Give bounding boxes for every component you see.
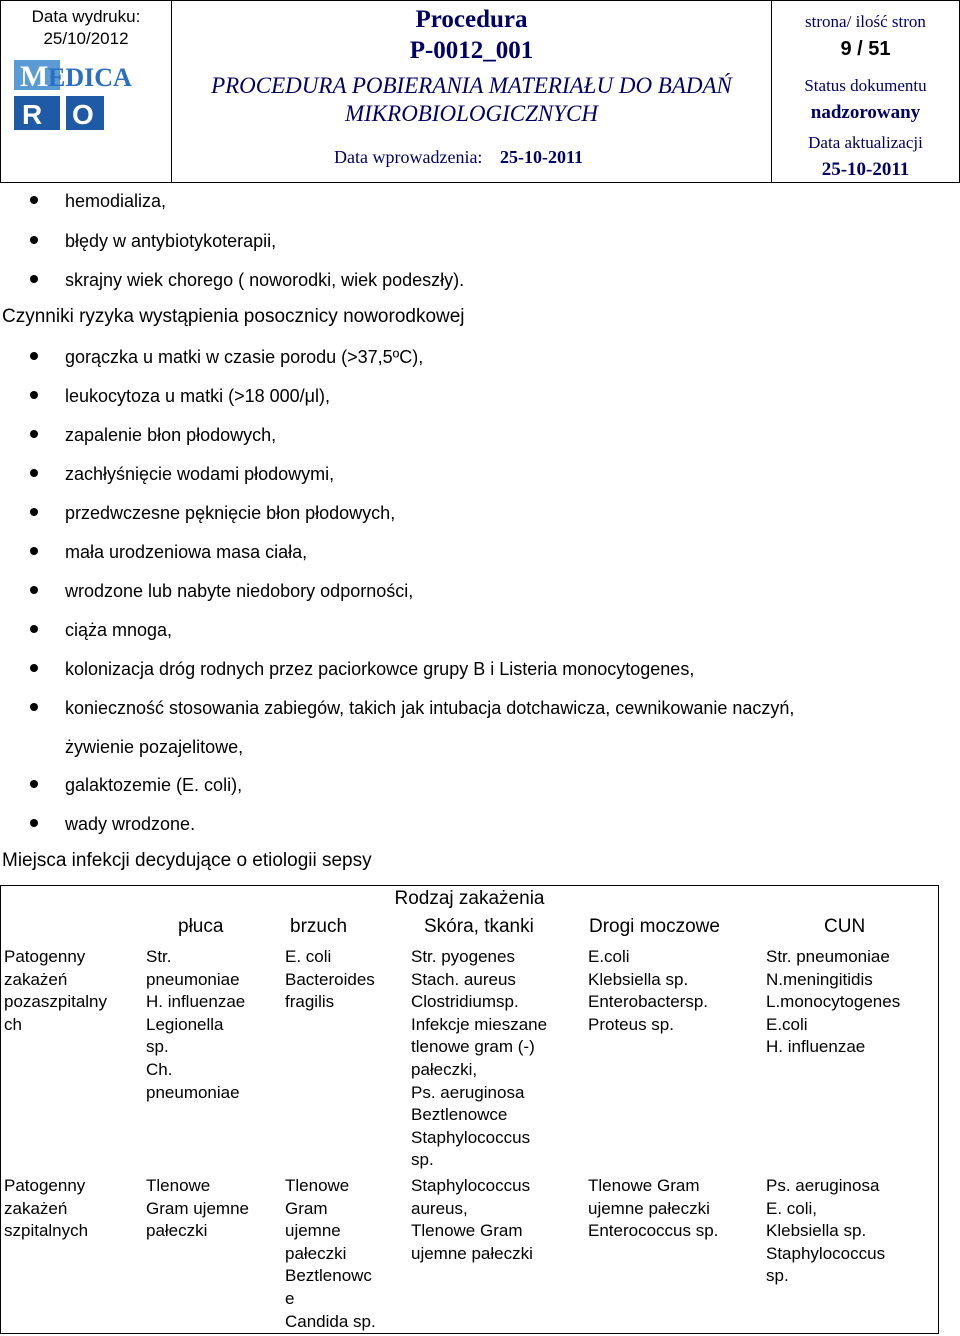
- status-value: nadzorowany: [810, 102, 921, 123]
- bullet-icon: [30, 469, 38, 477]
- section-title-neonatal-risk: Czynniki ryzyka wystąpienia posocznicy noworodkowej: [2, 306, 465, 327]
- bullet-icon: [30, 196, 38, 204]
- svg-text:EDICA: EDICA: [48, 63, 132, 92]
- procedure-title-line2: MIKROBIOLOGICZNYCH: [344, 101, 599, 126]
- bullet-icon: [30, 275, 38, 283]
- table-cell: E. coli Bacteroides fragilis: [285, 947, 375, 1012]
- procedure-title-line1: PROCEDURA POBIERANIA MATERIAŁU DO BADAŃ: [211, 73, 732, 98]
- procedure-label: Procedura: [415, 6, 528, 33]
- table-cell: Str. pneumoniae H. influenzae Legionella sp. Ch. pneumoniae: [146, 947, 246, 1102]
- update-date-label: Data aktualizacji: [808, 133, 923, 152]
- table-cell: Str. pneumoniae N.meningitidis L.monocytogenes E.coli H. influenzae: [766, 947, 901, 1057]
- column-header-urinary: Drogi moczowe: [589, 916, 720, 937]
- table-cell: Ps. aeruginosa E. coli, Klebsiella sp. Staphylococcus sp.: [766, 1176, 886, 1286]
- bullet-icon: [30, 236, 38, 244]
- table-cell: Tlenowe Gram ujemne pałeczki: [146, 1176, 249, 1241]
- intro-date-label: Data wprowadzenia:: [334, 147, 483, 167]
- table-cell: Str. pyogenes Stach. aureus Clostridiumsp. Infekcje mieszane tlenowe gram (-) pałeczki, Ps. aeruginosa Beztlenowce Staphylococcus sp.: [411, 947, 548, 1170]
- procedure-code: P-0012_001: [409, 37, 534, 64]
- medica-pro-logo: [10, 52, 168, 132]
- table-cell: Tlenowe Gram ujemne pałeczki Beztlenowc e Candida sp.: [285, 1176, 376, 1331]
- bullet-icon: [30, 780, 38, 788]
- page-count-label: strona/ ilość stron: [805, 12, 926, 31]
- bullet-icon: [30, 703, 38, 711]
- column-header-cun: CUN: [824, 916, 866, 937]
- table-group-header: Rodzaj zakażenia: [394, 888, 545, 909]
- svg-text:M: M: [20, 60, 49, 93]
- bullet-icon: [30, 508, 38, 516]
- row-label-hospital: Patogenny zakażeń szpitalnych: [4, 1176, 89, 1241]
- svg-text:R: R: [22, 99, 43, 130]
- print-date-label: Data wydruku:: [31, 7, 141, 26]
- intro-date: 25-10-2011: [500, 147, 583, 167]
- update-date: 25-10-2011: [821, 159, 910, 180]
- row-label-community: Patogenny zakażeń pozaszpitalny ch: [4, 947, 108, 1034]
- column-header-pluca: płuca: [178, 916, 224, 937]
- column-header-brzuch: brzuch: [290, 916, 348, 937]
- bullet-icon: [30, 391, 38, 399]
- page-count: 9 / 51: [840, 38, 891, 60]
- bullet-icon: [30, 352, 38, 360]
- status-label: Status dokumentu: [804, 76, 927, 95]
- bullet-icon: [30, 547, 38, 555]
- svg-text:O: O: [72, 99, 94, 130]
- bullet-icon: [30, 625, 38, 633]
- bullet-icon: [30, 819, 38, 827]
- print-date: 25/10/2012: [43, 29, 129, 48]
- bullet-icon: [30, 586, 38, 594]
- table-cell: E.coli Klebsiella sp. Enterobactersp. Proteus sp.: [588, 947, 709, 1034]
- table-cell: Staphylococcus aureus, Tlenowe Gram ujemne pałeczki: [411, 1176, 533, 1263]
- bullet-icon: [30, 430, 38, 438]
- section-title-infection-sites: Miejsca infekcji decydujące o etiologii sepsy: [2, 850, 372, 871]
- column-header-skin: Skóra, tkanki: [424, 916, 534, 937]
- table-cell: Tlenowe Gram ujemne pałeczki Enterococcus sp.: [588, 1176, 719, 1241]
- bullet-icon: [30, 664, 38, 672]
